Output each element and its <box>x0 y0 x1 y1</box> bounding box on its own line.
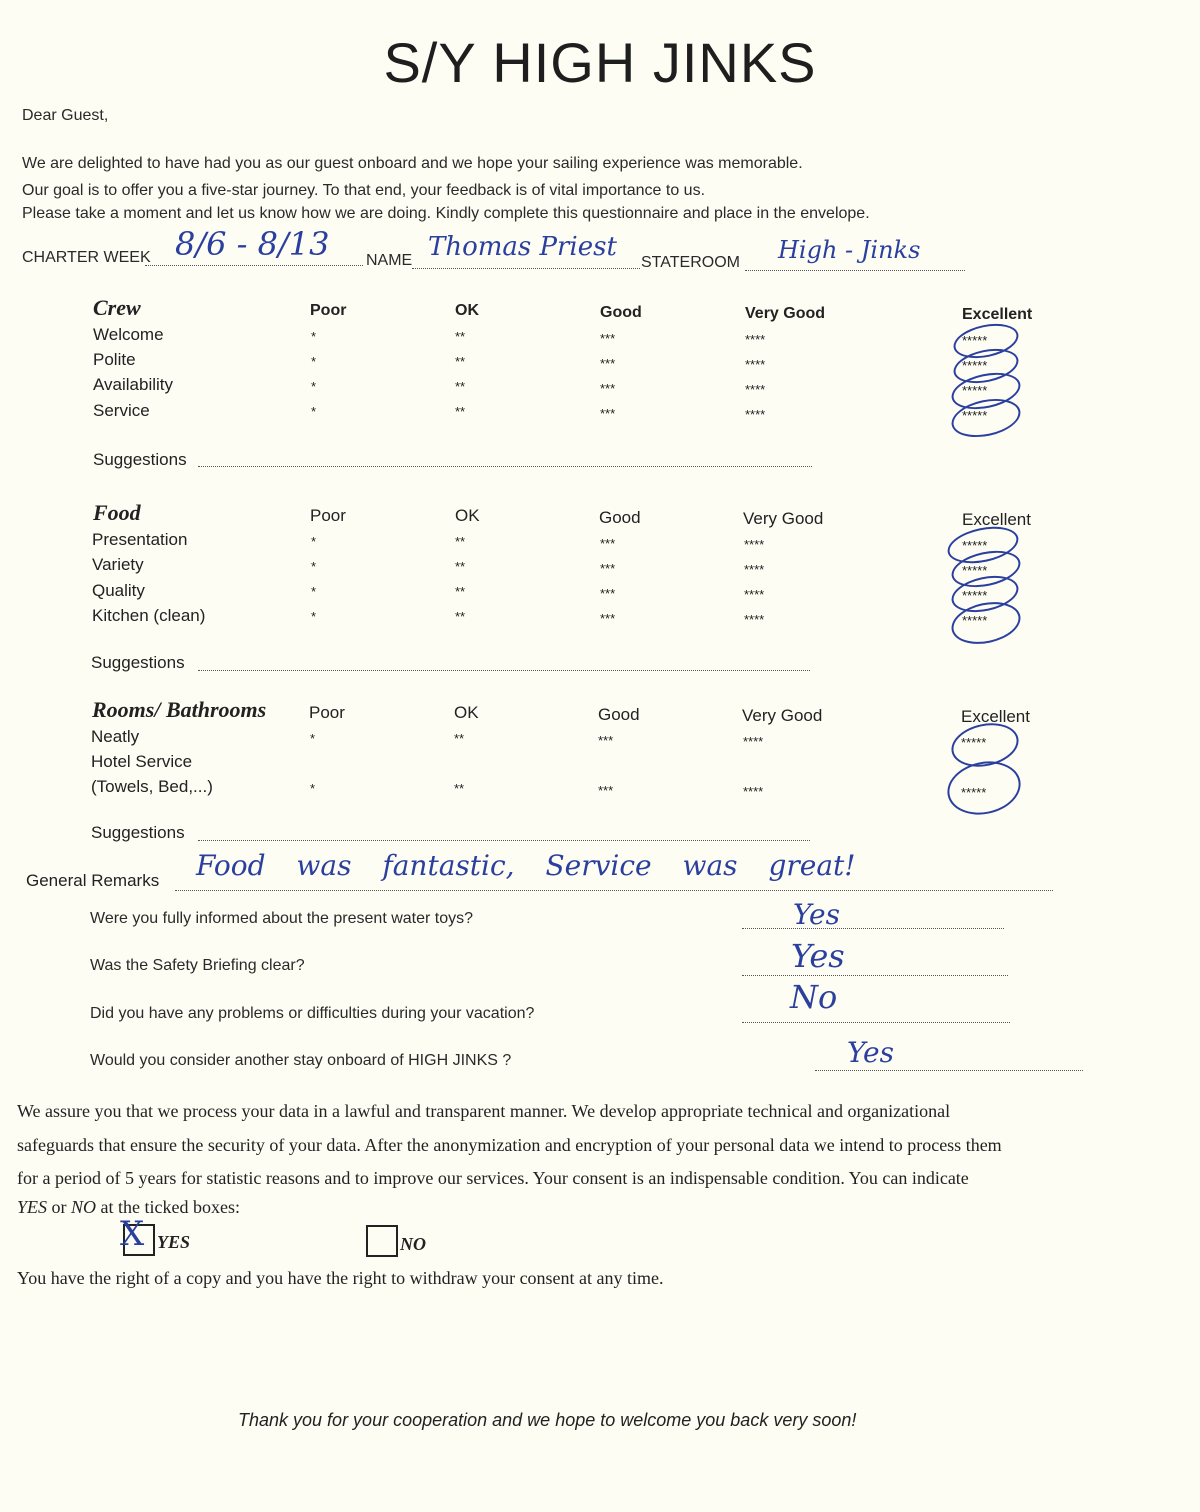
rating-option[interactable]: *** <box>600 586 616 601</box>
col-good: Good <box>598 705 640 724</box>
col-excellent: Excellent <box>962 510 1031 529</box>
rating-option[interactable]: **** <box>743 734 764 749</box>
answer-problems[interactable]: No <box>790 978 838 1016</box>
consent-line-1: We assure you that we process your data in a lawful and transparent manner. We develop appropriate technical and organizational <box>17 1101 951 1121</box>
consent-line-4: YES or NO at the ticked boxes: <box>17 1197 240 1217</box>
item-label: (Towels, Bed,...) <box>91 777 213 796</box>
rating-option[interactable]: ** <box>455 559 466 574</box>
col-poor: Poor <box>310 302 347 319</box>
item-label: Welcome <box>93 325 164 344</box>
question-problems: Did you have any problems or difficulties during your vacation? <box>90 1005 535 1022</box>
col-very-good: Very Good <box>743 509 824 528</box>
rating-option[interactable]: * <box>311 329 317 344</box>
rating-option[interactable]: *** <box>598 783 614 798</box>
suggestions-label: Suggestions <box>91 653 185 672</box>
consent-withdraw: You have the right of a copy and you have the right to withdraw your consent at any time. <box>17 1268 664 1288</box>
col-very-good: Very Good <box>745 305 826 322</box>
col-good: Good <box>599 508 641 527</box>
question-another-stay: Would you consider another stay onboard of HIGH JINKS ? <box>90 1052 512 1069</box>
rating-option[interactable]: * <box>310 781 316 796</box>
selection-circle <box>942 755 1025 821</box>
rating-option-selected[interactable]: ***** <box>962 408 988 423</box>
stateroom-label: STATEROOM <box>641 254 740 271</box>
item-label: Service <box>93 401 150 420</box>
rating-option-selected[interactable]: ***** <box>962 538 988 553</box>
rating-option[interactable]: * <box>311 584 317 599</box>
consent-no-checkbox[interactable] <box>366 1225 398 1257</box>
answer-another-stay[interactable]: Yes <box>847 1036 894 1069</box>
item-label: Neatly <box>91 727 140 746</box>
section-title-rooms: Rooms/ Bathrooms <box>92 697 267 722</box>
rating-option[interactable]: * <box>311 404 317 419</box>
form-title: S/Y HIGH JINKS <box>383 31 817 94</box>
section-title-food: Food <box>93 500 141 525</box>
intro-line-3: Please take a moment and let us know how we are doing. Kindly complete this questionnaire and place in the envelope. <box>22 205 870 222</box>
rating-option[interactable]: ** <box>455 329 466 344</box>
rating-option[interactable]: *** <box>600 381 616 396</box>
rating-option[interactable]: ** <box>455 354 466 369</box>
rating-option[interactable]: *** <box>600 536 616 551</box>
rating-option[interactable]: **** <box>744 562 765 577</box>
general-remarks-field[interactable]: Food was fantastic, Service was great! <box>196 849 856 882</box>
rating-option[interactable]: *** <box>600 331 616 346</box>
item-label: Hotel Service <box>91 752 193 771</box>
name-field[interactable]: Thomas Priest <box>428 232 617 262</box>
col-excellent: Excellent <box>961 707 1030 726</box>
question-safety-briefing: Was the Safety Briefing clear? <box>90 957 305 974</box>
intro-line-1: We are delighted to have had you as our guest onboard and we hope your sailing experience was memorable. <box>22 155 803 172</box>
rating-option[interactable]: * <box>310 731 316 746</box>
rating-option[interactable]: ** <box>455 379 466 394</box>
rating-option[interactable]: *** <box>600 356 616 371</box>
rating-option[interactable]: **** <box>745 357 766 372</box>
rating-option[interactable]: ** <box>455 584 466 599</box>
rating-option[interactable]: * <box>311 379 317 394</box>
question-water-toys: Were you fully informed about the present water toys? <box>90 910 474 927</box>
stateroom-field[interactable]: High - Jinks <box>778 236 921 264</box>
rating-option[interactable]: * <box>311 354 317 369</box>
item-label: Polite <box>93 350 136 369</box>
col-poor: Poor <box>310 506 346 525</box>
consent-yes-label: YES <box>157 1232 191 1252</box>
rating-option-selected[interactable]: ***** <box>962 613 988 628</box>
rating-option[interactable]: * <box>311 609 317 624</box>
col-ok: OK <box>454 703 479 722</box>
rating-option[interactable]: ** <box>455 534 466 549</box>
section-title-crew: Crew <box>93 295 141 320</box>
rating-option[interactable]: **** <box>743 784 764 799</box>
suggestions-label: Suggestions <box>91 823 185 842</box>
rating-option[interactable]: * <box>311 559 317 574</box>
charter-week-label: CHARTER WEEK <box>22 249 151 266</box>
rating-option[interactable]: **** <box>744 537 765 552</box>
item-label: Presentation <box>92 530 188 549</box>
rating-option[interactable]: *** <box>598 733 614 748</box>
rating-option-selected[interactable]: ***** <box>962 383 988 398</box>
item-label: Quality <box>92 581 145 600</box>
rating-option[interactable]: **** <box>745 407 766 422</box>
item-label: Kitchen (clean) <box>92 606 206 625</box>
charter-week-field[interactable]: 8/6 - 8/13 <box>175 225 330 263</box>
rating-option[interactable]: **** <box>745 332 766 347</box>
item-label: Variety <box>92 555 144 574</box>
suggestions-field[interactable] <box>198 670 810 671</box>
general-remarks-label: General Remarks <box>26 871 160 890</box>
rating-option[interactable]: ** <box>455 609 466 624</box>
rating-option[interactable]: **** <box>744 587 765 602</box>
rating-option[interactable]: *** <box>600 561 616 576</box>
answer-safety-briefing[interactable]: Yes <box>791 937 845 975</box>
col-poor: Poor <box>309 703 345 722</box>
col-good: Good <box>600 304 642 321</box>
suggestions-label: Suggestions <box>93 450 187 469</box>
col-excellent: Excellent <box>962 306 1033 323</box>
rating-option-selected[interactable]: ***** <box>961 735 987 750</box>
check-mark-icon: X <box>120 1214 145 1254</box>
rating-option-selected[interactable]: ***** <box>962 333 988 348</box>
name-label: NAME <box>366 252 413 269</box>
col-ok: OK <box>455 506 480 525</box>
suggestions-field[interactable] <box>198 840 810 841</box>
consent-line-2: safeguards that ensure the security of your data. After the anonymization and encryption of your personal data we intend to process them <box>17 1135 1002 1155</box>
rating-option-selected[interactable]: ***** <box>961 785 987 800</box>
item-label: Availability <box>93 375 174 394</box>
suggestions-field[interactable] <box>198 466 812 467</box>
answer-water-toys[interactable]: Yes <box>793 898 840 931</box>
rating-option[interactable]: ** <box>455 404 466 419</box>
rating-option[interactable]: **** <box>745 382 766 397</box>
col-ok: OK <box>455 302 479 319</box>
consent-line-3: for a period of 5 years for statistic reasons and to improve our services. Your consent is an indispensable condition. You can indicate <box>17 1168 969 1188</box>
rating-option[interactable]: ** <box>454 781 465 796</box>
rating-option[interactable]: *** <box>600 611 616 626</box>
rating-option[interactable]: **** <box>744 612 765 627</box>
rating-option-selected[interactable]: ***** <box>962 563 988 578</box>
consent-no-label: NO <box>400 1234 426 1254</box>
rating-option[interactable]: ** <box>454 731 465 746</box>
salutation: Dear Guest, <box>22 107 109 124</box>
rating-option-selected[interactable]: ***** <box>962 358 988 373</box>
intro-line-2: Our goal is to offer you a five-star journey. To that end, your feedback is of vital importance to us. <box>22 182 706 199</box>
footer-thanks: Thank you for your cooperation and we hope to welcome you back very soon! <box>238 1410 857 1430</box>
rating-option[interactable]: * <box>311 534 317 549</box>
rating-option[interactable]: *** <box>600 406 616 421</box>
col-very-good: Very Good <box>742 706 823 725</box>
rating-option-selected[interactable]: ***** <box>962 588 988 603</box>
